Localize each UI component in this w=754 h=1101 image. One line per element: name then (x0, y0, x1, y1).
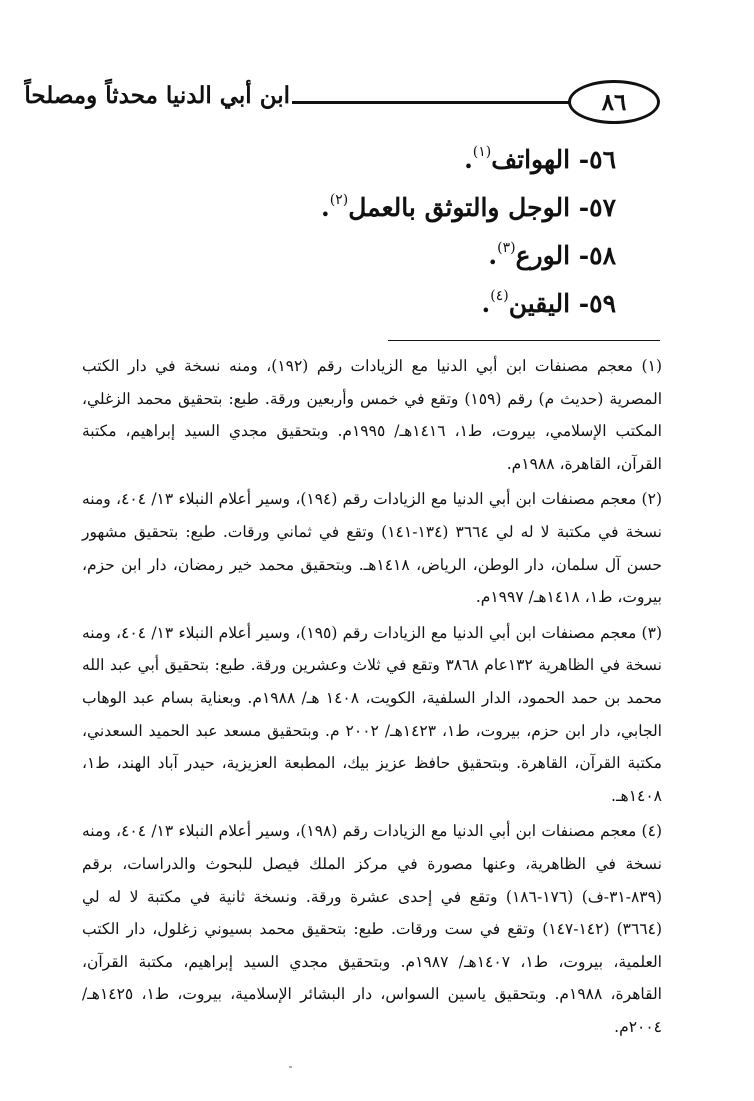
entry-end: . (464, 145, 473, 174)
entry-text: ٥٦- الهواتف (491, 145, 616, 174)
footnote-separator (388, 340, 660, 341)
running-title: ابن أبي الدنيا محدثاً ومصلحاً (24, 82, 290, 109)
footnote-ref: (٤) (490, 288, 509, 304)
entry-text: ٥٨- الورع (515, 241, 616, 270)
entry-end: . (481, 289, 491, 318)
entry-end: . (321, 193, 330, 222)
header-rule (292, 101, 570, 104)
list-item (116, 128, 616, 176)
print-speck (289, 1066, 292, 1068)
list-item (116, 224, 616, 272)
entry-text: ٥٩- اليقين (508, 289, 616, 318)
footnote-4: (٤) معجم مصنفات ابن أبي الدنيا مع الزيادات رقم (١٩٨)، وسير أعلام النبلاء ١٣/ ٤٠٤، ومنه نسخة في الظاهرية، وعنها مصورة في مركز الملك فيصل للبحوث والدراسات، برقم (٨٣٩-٣١-ف) (١٧٦-١٨٦) وتقع في إحدى عشرة ورقة. ونسخة ثانية في مكتبة لا له لي (٣٦٦٤) (١٤٢-١٤٧) وتقع في ست ورقات. طبع: بتحقيق محمد بسيوني زغلول، دار الكتب العلمية، بيروت، ط١، ١٤٠٧هـ/ ١٩٨٧م. وبتحقيق مجدي السيد إبراهيم، مكتبة القرآن، القاهرة، ١٩٨٨م. وبتحقيق ياسين السواس، دار البشائر الإسلامية، بيروت، ط١، ١٤٢٥هـ/ ٢٠٠٤م. (82, 822, 663, 1036)
footnote-ref: (١) (472, 144, 492, 160)
list-item (116, 176, 616, 224)
footnote-3: (٣) معجم مصنفات ابن أبي الدنيا مع الزيادات رقم (١٩٥)، وسير أعلام النبلاء ١٣/ ٤٠٤، ومنه نسخة في الظاهرية ١٣٢عام ٣٨٦٨ وتقع في ثلاث وعشرين ورقة. طبع: بتحقيق أبي عبد الله محمد بن حمد الحمود، الدار السلفية، الكويت، ١٤٠٨ هـ/ ١٩٨٨م. وبعناية بسام عبد الوهاب الجابي، دار ابن حزم، بيروت، ط١، ١٤٢٣هـ/ ٢٠٠٢ م. وبتحقيق مسعد عبد الحميد السعدني، مكتبة القرآن، القاهرة. وبتحقيق حافظ عزيز بيك، المطبعة العزيزية، حيدر آباد الهند، ط١، ١٤٠٨هـ. (82, 623, 662, 805)
footnote-2: (٢) معجم مصنفات ابن أبي الدنيا مع الزيادات رقم (١٩٤)، وسير أعلام النبلاء ١٣/ ٤٠٤، ومنه نسخة في مكتبة لا له لي ٣٦٦٤ (١٣٤-١٤١) وتقع في ثماني ورقات. طبع: بتحقيق مشهور حسن آل سلمان، دار الوطن، الرياض، ١٤١٨هـ. وبتحقيق محمد خير رمضان، دار ابن حزم، بيروت، ط١، ١٤١٨هـ/ ١٩٩٧م. (82, 490, 662, 607)
footnote-ref: (٢) (329, 192, 349, 208)
page-number: ٨٦ (601, 88, 627, 116)
entries-list (116, 128, 616, 320)
footnote-ref: (٣) (497, 240, 516, 256)
footnote-1: (١) معجم مصنفات ابن أبي الدنيا مع الزيادات رقم (١٩٢)، ومنه نسخة في دار الكتب المصرية (حديث م) رقم (١٥٩) وتقع في خمس وأربعين ورقة. طبع: بتحقيق محمد الزغلي، المكتب الإسلامي، بيروت، ط١، ١٤١٦هـ/ ١٩٩٥م. وبتحقيق مجدي السيد إبراهيم، مكتبة القرآن، القاهرة، ١٩٨٨م. (82, 357, 662, 473)
entry-end: . (488, 241, 498, 270)
page-number-oval (568, 80, 660, 124)
footnotes (82, 350, 662, 1046)
entry-text: ٥٧- الوجل والتوثق بالعمل (348, 193, 616, 222)
list-item (116, 272, 616, 320)
